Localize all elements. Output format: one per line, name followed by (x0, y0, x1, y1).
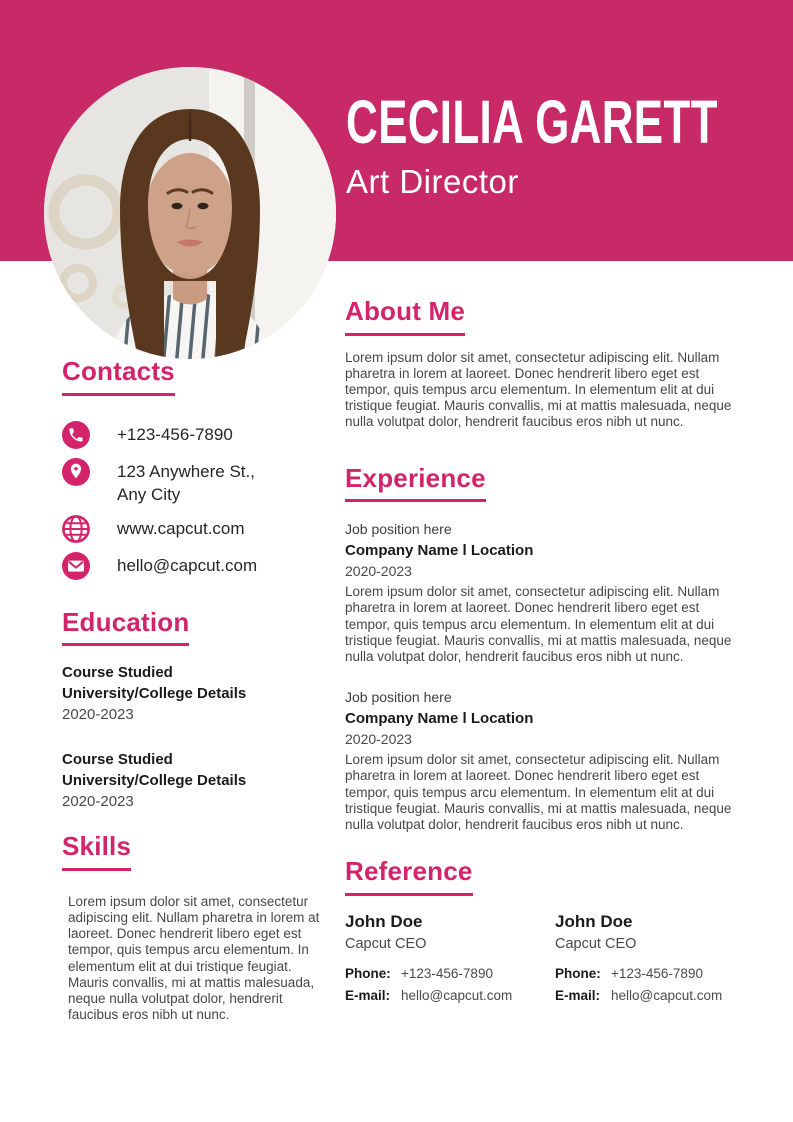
phone-icon (62, 421, 90, 449)
job-position: Job position here (345, 521, 452, 538)
job-company: Company Name l Location (345, 710, 534, 728)
reference-role: Capcut CEO (555, 935, 637, 952)
skills-heading: Skills (62, 832, 131, 871)
phone-value: +123-456-7890 (401, 965, 493, 981)
email-value: hello@capcut.com (401, 987, 513, 1003)
contact-item-email (62, 552, 324, 580)
experience-heading: Experience (345, 464, 486, 503)
phone-value: +123-456-7890 (611, 965, 703, 981)
experience-entry (345, 687, 763, 833)
about-heading: About Me (345, 297, 465, 336)
education-years: 2020-2023 (62, 793, 134, 811)
experience-section (345, 464, 763, 834)
portrait-illustration (44, 67, 336, 359)
education-school: University/College Details (62, 772, 247, 790)
reference-contacts (345, 966, 555, 1003)
contacts-section (62, 357, 324, 580)
reference-contacts (555, 966, 765, 1003)
job-description: Lorem ipsum dolor sit amet, consectetur adipiscing elit. Nullam pharetra in lorem at laoreet. Donec hendrerit libero eget est tempor, quis tempus arcu elementum. In elementum elit at dui tristique feugiat. Mauris convallis, mi at mattis malesuada, neque nulla volutpat dolor, hendrerit faucibus eros nibh ut nunc. (345, 584, 732, 665)
education-entry (62, 662, 324, 725)
reference-phone-row (555, 966, 765, 981)
education-years: 2020-2023 (62, 706, 134, 724)
contact-item-address (62, 458, 324, 506)
education-entry (62, 749, 324, 812)
phone-label: Phone: (555, 965, 601, 981)
job-years: 2020-2023 (345, 731, 412, 748)
person-name: CECILIA GARETT (346, 88, 718, 156)
sidebar (62, 357, 324, 1023)
reference-person (555, 912, 765, 1003)
job-years: 2020-2023 (345, 563, 412, 580)
reference-phone-row (345, 966, 555, 981)
location-icon (62, 458, 90, 486)
contact-value-address (117, 458, 255, 506)
contact-value-email: hello@capcut.com (117, 555, 258, 575)
contact-list (62, 421, 324, 580)
phone-label: Phone: (345, 965, 391, 981)
reference-heading: Reference (345, 857, 473, 896)
about-text: Lorem ipsum dolor sit amet, consectetur adipiscing elit. Nullam pharetra in lorem at laoreet. Donec hendrerit libero eget est tempor, quis tempus arcu elementum. In elementum elit at dui tristique feugiat. Mauris convallis, mi at mattis malesuada, neque nulla volutpat dolor, hendrerit faucibus eros nibh ut nunc. (345, 349, 732, 430)
reference-person (345, 912, 555, 1003)
main-column (345, 297, 763, 1003)
contact-item-website (62, 515, 324, 543)
profile-photo (44, 67, 336, 359)
globe-icon (62, 515, 90, 543)
education-heading: Education (62, 608, 189, 647)
email-value: hello@capcut.com (611, 987, 723, 1003)
contact-value-phone: +123-456-7890 (117, 424, 233, 444)
skills-text: Lorem ipsum dolor sit amet, consectetur adipiscing elit. Nullam pharetra in lorem at laoreet. Donec hendrerit libero eget est tempor, quis tempus arcu elementum. In elementum elit at dui tristique feugiat. Mauris convallis, mi at mattis malesuada, neque nulla volutpat dolor, hendrerit faucibus eros nibh ut nunc. (68, 893, 320, 1023)
job-position: Job position here (345, 689, 452, 706)
job-description: Lorem ipsum dolor sit amet, consectetur adipiscing elit. Nullam pharetra in lorem at laoreet. Donec hendrerit libero eget est tempor, quis tempus arcu elementum. In elementum elit at dui tristique feugiat. Mauris convallis, mi at mattis malesuada, neque nulla volutpat dolor, hendrerit faucibus eros nibh ut nunc. (345, 752, 732, 833)
skills-section (62, 832, 324, 1023)
contacts-heading: Contacts (62, 357, 175, 396)
reference-email-row (555, 988, 765, 1003)
reference-name: John Doe (345, 911, 423, 931)
education-school: University/College Details (62, 685, 247, 703)
education-course: Course Studied (62, 664, 173, 682)
reference-name: John Doe (555, 911, 633, 931)
address-line-2: Any City (117, 484, 181, 504)
experience-entry (345, 519, 763, 665)
reference-email-row (345, 988, 555, 1003)
email-label: E-mail: (555, 987, 601, 1003)
reference-row (345, 912, 763, 1003)
about-section (345, 297, 763, 431)
email-icon (62, 552, 90, 580)
address-line-1: 123 Anywhere St., (117, 461, 255, 481)
contact-item-phone (62, 421, 324, 449)
email-label: E-mail: (345, 987, 391, 1003)
header-text (346, 90, 793, 201)
contact-value-website: www.capcut.com (117, 518, 245, 538)
job-company: Company Name l Location (345, 542, 534, 560)
reference-role: Capcut CEO (345, 935, 427, 952)
education-section (62, 608, 324, 813)
education-course: Course Studied (62, 751, 173, 769)
reference-section (345, 857, 763, 1003)
person-title: Art Director (346, 163, 519, 201)
